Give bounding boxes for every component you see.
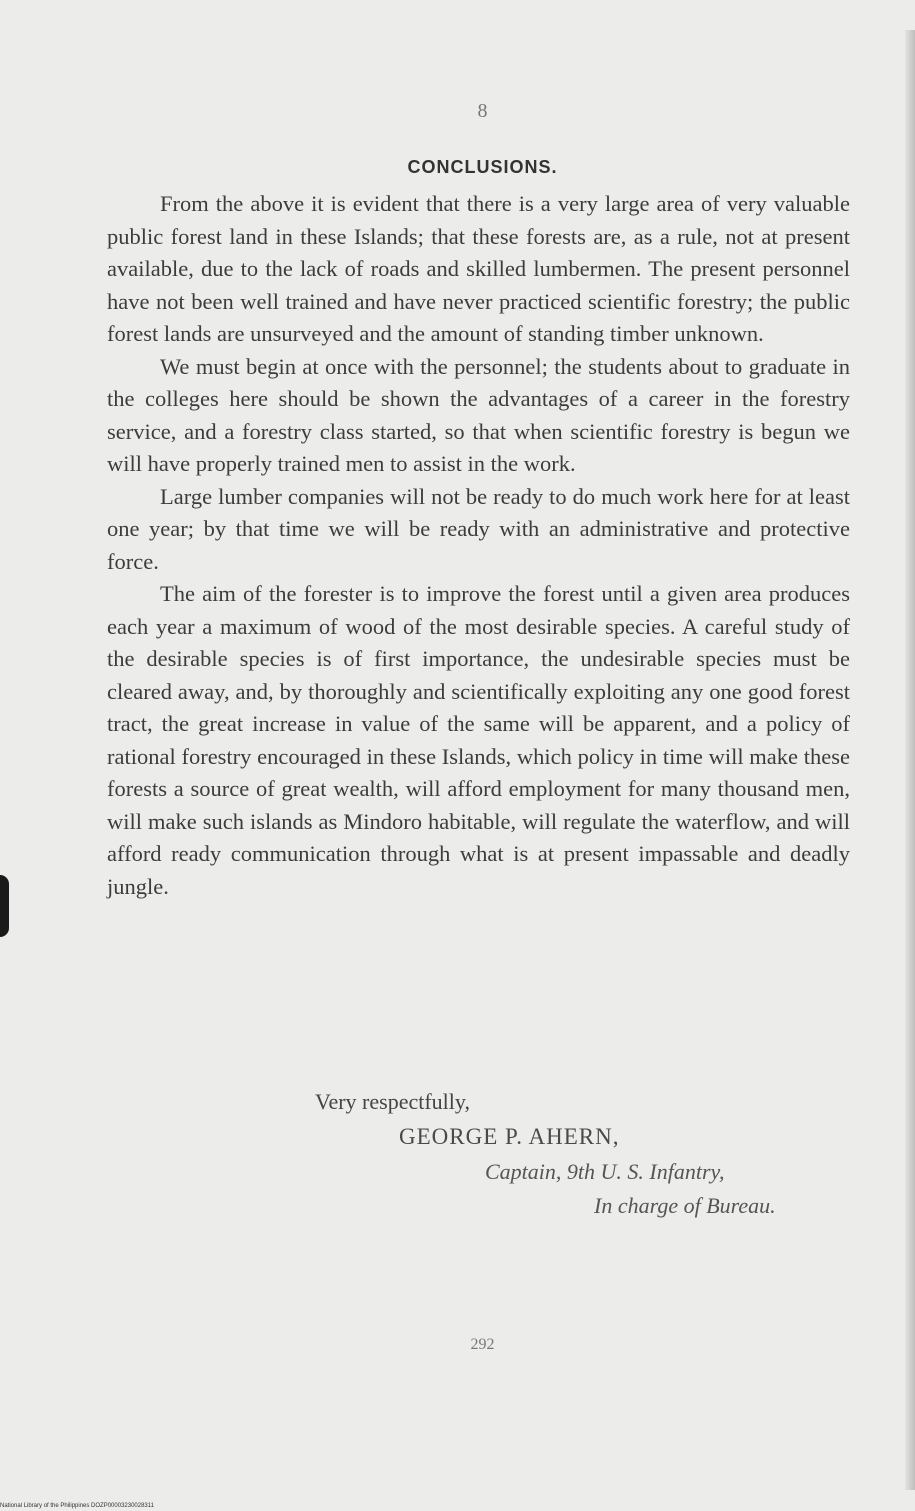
- section-heading: CONCLUSIONS.: [407, 157, 558, 177]
- paragraph: Large lumber companies will not be ready to do much work here for at least one year; by that time we will be ready with an administrative and protective force.: [107, 483, 850, 574]
- signatory-role: In charge of Bureau.: [594, 1193, 776, 1218]
- footer-credit: National Library of the Philippines DOZP00003230028311: [0, 1503, 154, 1509]
- body-text: [107, 188, 850, 903]
- closing-salutation: Very respectfully,: [315, 1089, 470, 1114]
- paragraph: We must begin at once with the personnel; the students about to graduate in the colleges here should be shown the advantages of a career in the forestry service, and a forestry class started, so that when scientific forestry is begun we will have properly trained men to assist in the work.: [107, 353, 850, 476]
- page-number-bottom: 292: [470, 1336, 495, 1353]
- page-edge-shadow: [905, 30, 915, 1490]
- paragraph: The aim of the forester is to improve the forest until a given area produces each year a maximum of wood of the most desirable species. A careful study of the desirable species is of first importance, the undesirable species must be cleared away, and, by thoroughly and scientifically exploiting any one good forest tract, the great increase in value of the same will be apparent, and a policy of rational forestry encouraged in these Islands, which policy in time will make these forests a source of great wealth, will afford employment for many thousand men, will make such islands as Mindoro habitable, will regulate the waterflow, and will afford ready communication through what is at present impassable and deadly jungle.: [107, 581, 850, 899]
- paragraph: From the above it is evident that there is a very large area of very valuable public forest land in these Islands; that these forests are, as a rule, not at present available, due to the lack of roads and skilled lumbermen. The present personnel have not been well trained and have never practiced scientific forestry; the public forest lands are unsurveyed and the amount of standing timber unknown.: [107, 191, 850, 346]
- page-number-top: 8: [477, 100, 488, 122]
- signatory-name: GEORGE P. AHERN,: [399, 1124, 620, 1149]
- signatory-title: Captain, 9th U. S. Infantry,: [485, 1159, 725, 1184]
- binding-mark: [0, 875, 9, 937]
